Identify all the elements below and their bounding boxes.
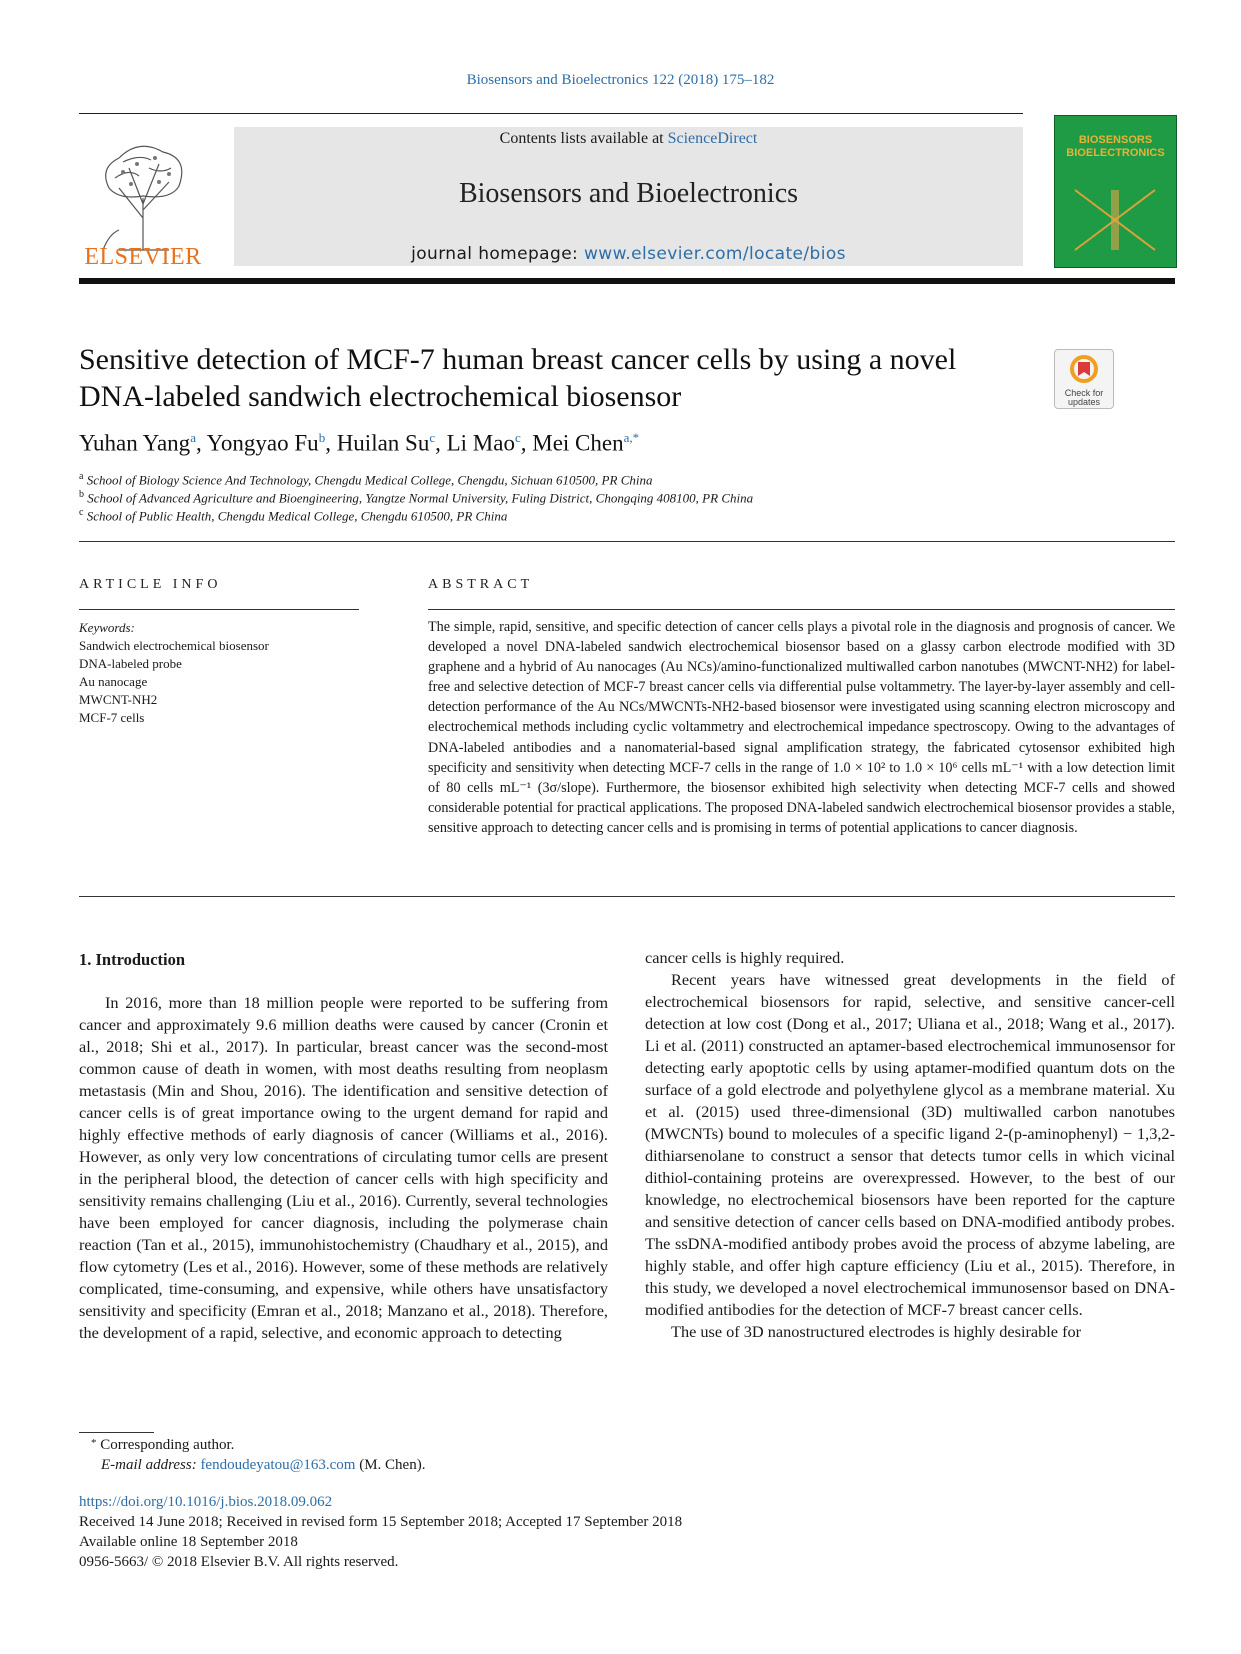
divider <box>428 609 1175 610</box>
keywords-label: Keywords: <box>79 620 135 635</box>
email-label: E-mail address: <box>101 1457 197 1473</box>
article-info-heading: ARTICLE INFO <box>79 577 222 592</box>
email-link[interactable]: fendoudeyatou@163.com <box>200 1457 356 1473</box>
author-affiliation-mark[interactable]: a,* <box>623 430 640 445</box>
keyword: Sandwich electrochemical biosensor <box>79 638 269 653</box>
contents-line <box>234 130 1023 148</box>
cover-title-line2: BIOELECTRONICS <box>1066 147 1165 159</box>
header-top-rule <box>79 113 1023 114</box>
article-title: Sensitive detection of MCF-7 human breast cancer cells by using a novel DNA-labeled sandwich electrochemical biosensor <box>79 343 957 413</box>
divider <box>79 896 1175 897</box>
affiliation <box>79 471 652 488</box>
affiliation-text: School of Public Health, Chengdu Medical College, Chengdu 610500, PR China <box>86 508 508 524</box>
abstract-heading: ABSTRACT <box>428 577 534 592</box>
check-updates-line1: Check for <box>1064 388 1104 398</box>
asterisk-mark: * <box>91 1437 97 1449</box>
keywords-block <box>79 619 269 727</box>
author-name: Huilan Su <box>336 430 430 456</box>
body-paragraph: Recent years have witnessed great developments in the field of electrochemical biosensors for rapid, selective, and sensitive cancer-cell detection at low cost (Dong et al., 2017; Uliana et al., 2018; Wang et al., 2017). Li et al. (2011) constructed an aptamer-based electrochemical immunosensor for detecting early apoptotic cells by using aptamer-modified quantum dots on the surface of a gold electrode and polyethylene glycol as a membrane material. Xu et al. (2015) used three-dimensional (3D) multiwalled carbon nanotubes (MWCNTs) bound to molecules of a specific ligand 2-(p-aminophenyl) − 1,3,2-dithiarsenolane to construct a sensor that detects tumor cells in which vicinal dithiol-containing proteins are overexpressed. However, to the best of our knowledge, no electrochemical biosensors have been reported for the capture and sensitive detection of cancer cells based on DNA-modified antibody probes. The ssDNA-modified antibody probes avoid the process of abzyme labeling, are highly stable, and offer high capture efficiency (Liu et al., 2015). Therefore, in this study, we developed a novel electrochemical immunosensor based on DNA-modified antibodies for the detection of MCF-7 breast cancer cells. <box>645 970 1175 1319</box>
keyword: MWCNT-NH2 <box>79 692 158 707</box>
affiliation <box>79 507 507 524</box>
keyword: Au nanocage <box>79 674 148 689</box>
affiliation <box>79 489 753 506</box>
abstract-text: The simple, rapid, sensitive, and specific detection of cancer cells plays a pivotal role in the diagnosis and prognosis of cancer. We developed a novel DNA-labeled sandwich electrochemical biosensor based on a glassy carbon electrode modified with 3D graphene and a hybrid of Au nanocages (Au NCs)/amino-functionalized multiwalled carbon nanotubes (MWCNT-NH2) for label-free and selective detection of MCF-7 breast cancer cells via differential pulse voltammetry. The layer-by-layer assembly and cell-detection performance of the Au NCs/MWCNTs-NH2-based biosensor were investigated using scanning electron microscopy and electrochemical methods including cyclic voltammetry and electrochemical impedance spectroscopy. Owing to the advantages of DNA-labeled antibodies and a nanomaterial-based signal amplification strategy, the fabricated cytosensor exhibited high specificity and sensitivity when detecting MCF-7 cells in the range of 1.0 × 10² to 1.0 × 10⁶ cells mL⁻¹ with a low detection limit of 80 cells mL⁻¹ (3σ/slope). Furthermore, the biosensor exhibited high selectivity when detecting MCF-7 cells and showed considerable potential for practical applications. The proposed DNA-labeled sandwich electrochemical biosensor provides a stable, sensitive approach to detecting cancer cells and is promising in terms of potential applications to cancer diagnosis. <box>428 619 1175 836</box>
affiliation-text: School of Advanced Agriculture and Bioengineering, Yangtze Normal University, Fuling District, Chongqing 408100, PR China <box>87 490 754 506</box>
check-for-updates-button[interactable] <box>1054 349 1114 409</box>
journal-cover-image <box>1054 115 1177 268</box>
check-updates-line2: updates <box>1067 397 1101 407</box>
author-affiliation-mark[interactable]: c <box>514 430 521 445</box>
affiliation-mark: a <box>79 471 84 482</box>
author-name: Li Mao <box>446 430 515 456</box>
sciencedirect-link[interactable]: ScienceDirect <box>667 130 758 147</box>
corresponding-text: Corresponding author. <box>100 1437 235 1453</box>
affiliation-text: School of Biology Science And Technology, Chengdu Medical College, Chengdu, Sichuan 610500, PR China <box>86 472 653 488</box>
doi-link[interactable]: https://doi.org/10.1016/j.bios.2018.09.062 <box>79 1494 333 1510</box>
body-paragraph: The use of 3D nanostructured electrodes is highly desirable for <box>671 1322 1082 1341</box>
cover-graphic <box>1055 160 1176 260</box>
dates-line: Received 14 June 2018; Received in revised form 15 September 2018; Accepted 17 September 2018 <box>79 1514 683 1530</box>
elsevier-wordmark: ELSEVIER <box>84 244 202 270</box>
journal-citation[interactable]: Biosensors and Bioelectronics 122 (2018) 175–182 <box>466 72 775 88</box>
footnote-rule <box>79 1432 154 1433</box>
body-paragraph: cancer cells is highly required. <box>645 948 845 967</box>
body-paragraph: In 2016, more than 18 million people were reported to be suffering from cancer and approximately 9.6 million deaths were caused by cancer (Cronin et al., 2018; Shi et al., 2017). In particular, breast cancer was the second-most common cause of death in women, with most deaths resulting from neoplasm metastasis (Min and Shou, 2016). The identification and sensitive detection of cancer cells is of great importance owing to the urgent demand for rapid and highly effective methods of early diagnosis of cancer (Williams et al., 2016). However, as only very low concentrations of circulating tumor cells are present in the peripheral blood, the detection of cancer cells with high specificity and sensitivity remains challenging (Liu et al., 2016). Currently, several technologies have been employed for cancer diagnosis, including the polymerase chain reaction (Tan et al., 2015), immunohistochemistry (Chaudhary et al., 2015), and flow cytometry (Les et al., 2016). However, some of these methods are relatively complicated, time-consuming, and expensive, while others have unsatisfactory sensitivity and specificity (Emran et al., 2018; Manzano et al., 2018). Therefore, the development of a rapid, selective, and economic approach to detecting <box>79 993 608 1342</box>
body-left-column <box>79 992 608 1344</box>
author-affiliation-mark[interactable]: b <box>318 430 326 445</box>
corresponding-note <box>91 1437 234 1454</box>
contents-prefix: Contents lists available at <box>499 130 668 147</box>
cover-title-line1: BIOSENSORS <box>1078 134 1153 146</box>
author-name: Yuhan Yang <box>79 430 191 456</box>
author-affiliation-mark[interactable]: a <box>190 430 196 445</box>
email-owner: (M. Chen). <box>359 1457 426 1473</box>
section-heading: 1. Introduction <box>79 950 186 969</box>
header-bottom-rule <box>79 278 1175 284</box>
journal-name: Biosensors and Bioelectronics <box>458 178 799 209</box>
email-line <box>101 1457 425 1474</box>
author-affiliation-mark[interactable]: c <box>429 430 436 445</box>
affiliation-mark: c <box>79 507 84 518</box>
author-name: Yongyao Fu <box>206 430 319 456</box>
keyword: MCF-7 cells <box>79 710 145 725</box>
divider <box>79 609 359 610</box>
homepage-prefix: journal homepage: <box>411 244 584 264</box>
copyright-line: 0956-5663/ © 2018 Elsevier B.V. All rights reserved. <box>79 1554 399 1570</box>
journal-homepage <box>234 244 1023 264</box>
author-name: Mei Chen <box>532 430 624 456</box>
online-date: Available online 18 September 2018 <box>79 1534 298 1550</box>
body-right-column <box>645 947 1175 1343</box>
affiliation-mark: b <box>79 489 84 500</box>
check-updates-icon <box>1069 354 1099 384</box>
homepage-link[interactable]: www.elsevier.com/locate/bios <box>584 244 846 264</box>
keyword: DNA-labeled probe <box>79 656 182 671</box>
author-list: Yuhan Yang$^a$, Yongyao Fu$^b$, Huilan Su$^c$, Li Mao$^c$, Mei Chen$^{a,*}$ <box>79 430 640 456</box>
divider <box>79 541 1175 542</box>
